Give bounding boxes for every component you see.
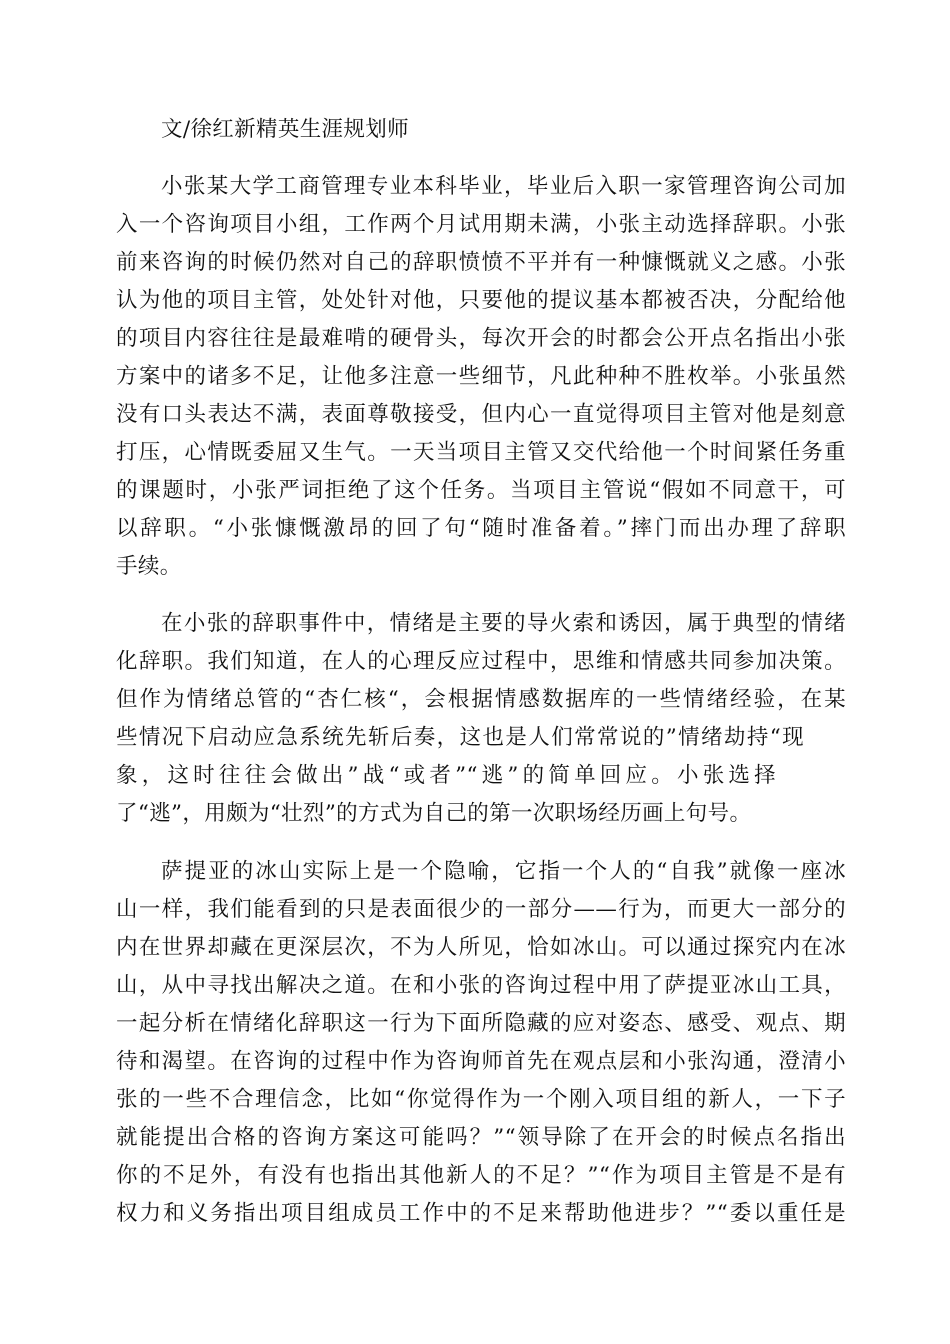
paragraph-2-line: 化辞职。我们知道，在人的心理反应过程中，思维和情感共同参加决策。 xyxy=(116,649,846,674)
paragraph-1-line: 前来咨询的时候仍然对自己的辞职愤愤不平并有一种慷慨就义之感。小张 xyxy=(116,250,846,275)
paragraph-2-line: 了“逃”，用颇为“壮烈”的方式为自己的第一次职场经历画上句号。 xyxy=(116,801,752,826)
paragraph-3-line: 张的一些不合理信念，比如“你觉得作为一个刚入项目组的新人，一下子 xyxy=(116,1087,846,1112)
paragraph-1-line: 的项目内容往往是最难啃的硬骨头，每次开会的时都会公开点名指出小张 xyxy=(116,326,846,351)
paragraph-1-line: 的课题时，小张严词拒绝了这个任务。当项目主管说“假如不同意干，可 xyxy=(116,478,846,503)
paragraph-3-line: 山，从中寻找出解决之道。在和小张的咨询过程中用了萨提亚冰山工具， xyxy=(116,973,846,998)
paragraph-3-line: 萨提亚的冰山实际上是一个隐喻，它指一个人的“自我”就像一座冰 xyxy=(161,859,846,884)
paragraph-1-line: 以辞职。“小张慷慨激昂的回了句“随时准备着。”摔门而出办理了辞职 xyxy=(116,516,846,541)
paragraph-1-line: 入一个咨询项目小组，工作两个月试用期未满，小张主动选择辞职。小张 xyxy=(116,212,846,237)
paragraph-3-line: 内在世界却藏在更深层次，不为人所见，恰如冰山。可以通过探究内在冰 xyxy=(116,935,846,960)
paragraph-1-line: 手续。 xyxy=(116,554,182,579)
paragraph-3-line: 一起分析在情绪化辞职这一行为下面所隐藏的应对姿态、感受、观点、期 xyxy=(116,1011,846,1036)
paragraph-2-line: 但作为情绪总管的“杏仁核“，会根据情感数据库的一些情绪经验，在某 xyxy=(116,687,846,712)
paragraph-2-line: 些情况下启动应急系统先斩后奏，这也是人们常常说的”情绪劫持“现 xyxy=(116,725,804,750)
paragraph-1-line: 打压，心情既委屈又生气。一天当项目主管又交代给他一个时间紧任务重 xyxy=(116,440,846,465)
paragraph-1-line: 方案中的诸多不足，让他多注意一些细节，凡此种种不胜枚举。小张虽然 xyxy=(116,364,846,389)
paragraph-1-line: 小张某大学工商管理专业本科毕业，毕业后入职一家管理咨询公司加 xyxy=(161,174,846,199)
paragraph-2-line: 在小张的辞职事件中，情绪是主要的导火索和诱因，属于典型的情绪 xyxy=(161,611,846,636)
paragraph-3-line: 山一样，我们能看到的只是表面很少的一部分——行为，而更大一部分的 xyxy=(116,897,846,922)
paragraph-3-line: 你的不足外，有没有也指出其他新人的不足？”“作为项目主管是不是有 xyxy=(116,1163,846,1188)
byline: 文/徐红新精英生涯规划师 xyxy=(161,117,409,142)
paragraph-3-line: 就能提出合格的咨询方案这可能吗？”“领导除了在开会的时候点名指出 xyxy=(116,1125,846,1150)
paragraph-3-line: 待和渴望。在咨询的过程中作为咨询师首先在观点层和小张沟通，澄清小 xyxy=(116,1049,846,1074)
paragraph-3-line: 权力和义务指出项目组成员工作中的不足来帮助他进步？”“委以重任是 xyxy=(116,1201,846,1226)
paragraph-1-line: 认为他的项目主管，处处针对他，只要他的提议基本都被否决，分配给他 xyxy=(116,288,846,313)
paragraph-2-line: 象，这时往往会做出”战“或者”“逃”的简单回应。小张选择 xyxy=(116,763,776,788)
paragraph-1-line: 没有口头表达不满，表面尊敬接受，但内心一直觉得项目主管对他是刻意 xyxy=(116,402,846,427)
